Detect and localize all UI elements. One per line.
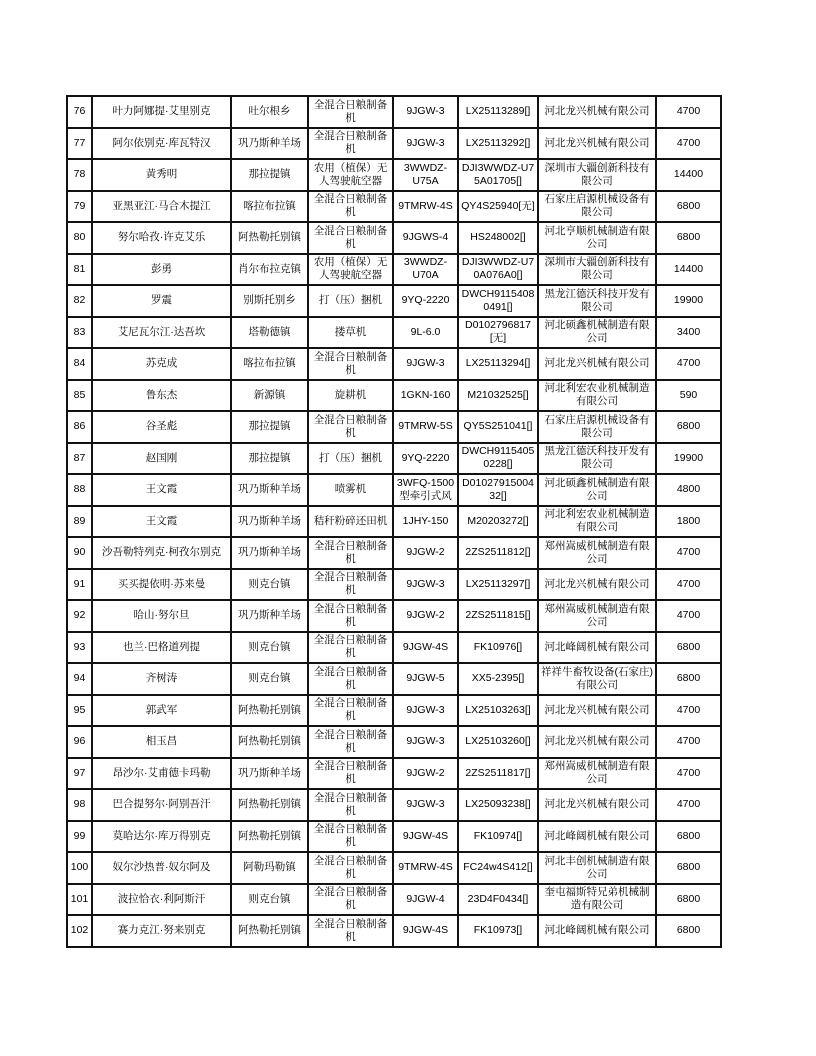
- cell-no: 94: [67, 663, 92, 695]
- cell-type: 旋耕机: [308, 380, 393, 412]
- cell-town: 喀拉布拉镇: [231, 191, 308, 223]
- cell-company: 河北硕鑫机械制造有限公司: [538, 474, 656, 506]
- cell-serial: 2ZS2511817[]: [458, 758, 538, 790]
- cell-price: 4700: [656, 789, 721, 821]
- cell-company: 河北峰阔机械有限公司: [538, 915, 656, 947]
- cell-serial: XX5-2395[]: [458, 663, 538, 695]
- cell-name: 相玉昌: [92, 726, 231, 758]
- cell-name: 沙吾勒特列克·柯孜尔别克: [92, 537, 231, 569]
- table-row: [67, 884, 721, 916]
- table-row: [67, 758, 721, 790]
- cell-company: 祥祥牛畜牧设备(石家庄)有限公司: [538, 663, 656, 695]
- cell-name: 郭武军: [92, 695, 231, 727]
- cell-name: 王文霞: [92, 474, 231, 506]
- cell-price: 4800: [656, 474, 721, 506]
- cell-price: 6800: [656, 411, 721, 443]
- cell-no: 82: [67, 285, 92, 317]
- cell-price: 6800: [656, 915, 721, 947]
- cell-company: 河北峰阔机械有限公司: [538, 632, 656, 664]
- cell-town: 则克台镇: [231, 663, 308, 695]
- table-row: [67, 348, 721, 380]
- cell-model: 9JGW-4S: [393, 821, 458, 853]
- cell-name: 波拉恰衣·利阿斯汗: [92, 884, 231, 916]
- cell-price: 590: [656, 380, 721, 412]
- cell-town: 巩乃斯种羊场: [231, 758, 308, 790]
- cell-price: 4700: [656, 758, 721, 790]
- cell-no: 87: [67, 443, 92, 475]
- cell-serial: LX25093238[]: [458, 789, 538, 821]
- cell-name: 哈山·努尔旦: [92, 600, 231, 632]
- table-row: [67, 506, 721, 538]
- cell-serial: LX25103260[]: [458, 726, 538, 758]
- cell-name: 罗震: [92, 285, 231, 317]
- cell-town: 巩乃斯种羊场: [231, 474, 308, 506]
- cell-name: 昂沙尔·艾甫德卡玛勒: [92, 758, 231, 790]
- cell-type: 全混合日粮制备机: [308, 569, 393, 601]
- cell-price: 4700: [656, 600, 721, 632]
- cell-serial: 2ZS2511815[]: [458, 600, 538, 632]
- cell-serial: DJI3WWDZ-U70A076A0[]: [458, 254, 538, 286]
- cell-company: 河北龙兴机械有限公司: [538, 348, 656, 380]
- cell-no: 95: [67, 695, 92, 727]
- cell-type: 农用（植保）无人驾驶航空器: [308, 254, 393, 286]
- cell-serial: LX25113292[]: [458, 128, 538, 160]
- cell-company: 石家庄启源机械设备有限公司: [538, 191, 656, 223]
- cell-no: 83: [67, 317, 92, 349]
- cell-no: 80: [67, 222, 92, 254]
- cell-company: 黑龙江德沃科技开发有限公司: [538, 443, 656, 475]
- cell-price: 14400: [656, 159, 721, 191]
- cell-serial: FK10973[]: [458, 915, 538, 947]
- cell-name: 也兰·巴格道列提: [92, 632, 231, 664]
- cell-name: 奴尔沙热普·奴尔阿及: [92, 852, 231, 884]
- table-row: [67, 474, 721, 506]
- cell-name: 赛力克江·努来别克: [92, 915, 231, 947]
- cell-no: 100: [67, 852, 92, 884]
- cell-serial: LX25113294[]: [458, 348, 538, 380]
- cell-no: 93: [67, 632, 92, 664]
- cell-model: 9JGW-3: [393, 789, 458, 821]
- cell-price: 6800: [656, 191, 721, 223]
- table-row: [67, 789, 721, 821]
- cell-no: 78: [67, 159, 92, 191]
- table-row: [67, 128, 721, 160]
- cell-serial: DWCH91154050228[]: [458, 443, 538, 475]
- table-row: [67, 317, 721, 349]
- cell-model: 9TMRW-4S: [393, 852, 458, 884]
- cell-town: 肖尔布拉克镇: [231, 254, 308, 286]
- cell-name: 彭勇: [92, 254, 231, 286]
- cell-no: 99: [67, 821, 92, 853]
- cell-type: 全混合日粮制备机: [308, 821, 393, 853]
- cell-type: 全混合日粮制备机: [308, 411, 393, 443]
- cell-price: 4700: [656, 96, 721, 128]
- cell-model: 9TMRW-4S: [393, 191, 458, 223]
- cell-town: 巩乃斯种羊场: [231, 506, 308, 538]
- cell-no: 98: [67, 789, 92, 821]
- cell-name: 苏克成: [92, 348, 231, 380]
- cell-serial: 23D4F0434[]: [458, 884, 538, 916]
- cell-company: 河北利宏农业机械制造有限公司: [538, 380, 656, 412]
- cell-no: 84: [67, 348, 92, 380]
- cell-model: 9JGW-5: [393, 663, 458, 695]
- cell-town: 则克台镇: [231, 884, 308, 916]
- cell-type: 全混合日粮制备机: [308, 758, 393, 790]
- table-row: [67, 254, 721, 286]
- cell-town: 那拉提镇: [231, 159, 308, 191]
- cell-price: 6800: [656, 852, 721, 884]
- table-row: [67, 852, 721, 884]
- cell-company: 石家庄启源机械设备有限公司: [538, 411, 656, 443]
- cell-model: 9JGW-2: [393, 537, 458, 569]
- cell-company: 河北硕鑫机械制造有限公司: [538, 317, 656, 349]
- cell-model: 9JGW-3: [393, 569, 458, 601]
- cell-model: 9JGW-4S: [393, 915, 458, 947]
- cell-no: 76: [67, 96, 92, 128]
- cell-type: 全混合日粮制备机: [308, 915, 393, 947]
- cell-name: 齐树涛: [92, 663, 231, 695]
- cell-company: 郑州嵩威机械制造有限公司: [538, 600, 656, 632]
- cell-name: 亚黑亚江·马合木提江: [92, 191, 231, 223]
- cell-model: 9JGW-3: [393, 695, 458, 727]
- table-row: [67, 632, 721, 664]
- cell-name: 谷圣彪: [92, 411, 231, 443]
- cell-no: 91: [67, 569, 92, 601]
- cell-type: 搂草机: [308, 317, 393, 349]
- cell-company: 河北利宏农业机械制造有限公司: [538, 506, 656, 538]
- cell-model: 9JGW-2: [393, 600, 458, 632]
- cell-price: 4700: [656, 128, 721, 160]
- cell-no: 97: [67, 758, 92, 790]
- cell-model: 9JGW-4: [393, 884, 458, 916]
- cell-model: 3WWDZ-U75A: [393, 159, 458, 191]
- cell-no: 86: [67, 411, 92, 443]
- cell-serial: QY5S251041[]: [458, 411, 538, 443]
- table-row: [67, 663, 721, 695]
- table-row: [67, 726, 721, 758]
- cell-no: 92: [67, 600, 92, 632]
- cell-serial: LX25113297[]: [458, 569, 538, 601]
- table-row: [67, 569, 721, 601]
- cell-town: 吐尔根乡: [231, 96, 308, 128]
- cell-company: 黑龙江德沃科技开发有限公司: [538, 285, 656, 317]
- cell-price: 14400: [656, 254, 721, 286]
- cell-serial: 2ZS2511812[]: [458, 537, 538, 569]
- cell-serial: FK10974[]: [458, 821, 538, 853]
- cell-type: 全混合日粮制备机: [308, 600, 393, 632]
- cell-price: 4700: [656, 537, 721, 569]
- table-row: [67, 821, 721, 853]
- cell-name: 艾尼瓦尔江·达吾坎: [92, 317, 231, 349]
- cell-model: 9YQ-2220: [393, 285, 458, 317]
- cell-no: 85: [67, 380, 92, 412]
- cell-type: 全混合日粮制备机: [308, 537, 393, 569]
- cell-model: 3WFQ-1500型牵引式风: [393, 474, 458, 506]
- cell-no: 81: [67, 254, 92, 286]
- cell-company: 郑州嵩威机械制造有限公司: [538, 758, 656, 790]
- cell-company: 深圳市大疆创新科技有限公司: [538, 159, 656, 191]
- cell-town: 巩乃斯种羊场: [231, 128, 308, 160]
- cell-model: 3WWDZ-U70A: [393, 254, 458, 286]
- cell-no: 77: [67, 128, 92, 160]
- cell-type: 全混合日粮制备机: [308, 789, 393, 821]
- cell-serial: D0102791500432[]: [458, 474, 538, 506]
- cell-town: 喀拉布拉镇: [231, 348, 308, 380]
- cell-town: 阿热勒托别镇: [231, 222, 308, 254]
- cell-type: 全混合日粮制备机: [308, 348, 393, 380]
- cell-no: 89: [67, 506, 92, 538]
- cell-company: 河北亨顺机械制造有限公司: [538, 222, 656, 254]
- cell-type: 全混合日粮制备机: [308, 222, 393, 254]
- cell-town: 巩乃斯种羊场: [231, 537, 308, 569]
- cell-type: 全混合日粮制备机: [308, 726, 393, 758]
- cell-price: 19900: [656, 443, 721, 475]
- cell-price: 4700: [656, 695, 721, 727]
- table-row: [67, 915, 721, 947]
- cell-serial: LX25103263[]: [458, 695, 538, 727]
- cell-no: 90: [67, 537, 92, 569]
- cell-type: 喷雾机: [308, 474, 393, 506]
- cell-name: 阿尔依别克·库瓦特汉: [92, 128, 231, 160]
- cell-town: 阿热勒托别镇: [231, 695, 308, 727]
- table-row: [67, 600, 721, 632]
- cell-company: 河北丰创机械制造有限公司: [538, 852, 656, 884]
- cell-price: 4700: [656, 726, 721, 758]
- cell-serial: M21032525[]: [458, 380, 538, 412]
- cell-price: 3400: [656, 317, 721, 349]
- cell-serial: DJI3WWDZ-U75A01705[]: [458, 159, 538, 191]
- cell-no: 96: [67, 726, 92, 758]
- cell-price: 1800: [656, 506, 721, 538]
- table-row: [67, 159, 721, 191]
- cell-model: 1GKN-160: [393, 380, 458, 412]
- cell-name: 王文霞: [92, 506, 231, 538]
- cell-price: 6800: [656, 821, 721, 853]
- machinery-subsidy-table: [66, 95, 722, 948]
- cell-town: 新源镇: [231, 380, 308, 412]
- table-row: [67, 285, 721, 317]
- cell-name: 努尔哈孜·许克艾乐: [92, 222, 231, 254]
- cell-model: 9JGWS-4: [393, 222, 458, 254]
- cell-town: 塔勒德镇: [231, 317, 308, 349]
- table-row: [67, 443, 721, 475]
- cell-model: 1JHY-150: [393, 506, 458, 538]
- table-row: [67, 191, 721, 223]
- cell-price: 19900: [656, 285, 721, 317]
- cell-type: 全混合日粮制备机: [308, 663, 393, 695]
- cell-type: 全混合日粮制备机: [308, 884, 393, 916]
- cell-town: 阿勒玛勒镇: [231, 852, 308, 884]
- cell-type: 秸秆粉碎还田机: [308, 506, 393, 538]
- cell-company: 河北龙兴机械有限公司: [538, 128, 656, 160]
- cell-serial: LX25113289[]: [458, 96, 538, 128]
- cell-price: 6800: [656, 884, 721, 916]
- cell-model: 9JGW-4S: [393, 632, 458, 664]
- table-row: [67, 537, 721, 569]
- cell-serial: D0102796817[无]: [458, 317, 538, 349]
- cell-type: 全混合日粮制备机: [308, 128, 393, 160]
- cell-serial: FK10976[]: [458, 632, 538, 664]
- cell-company: 河北峰阔机械有限公司: [538, 821, 656, 853]
- cell-model: 9YQ-2220: [393, 443, 458, 475]
- cell-name: 莫哈达尔·库万得别克: [92, 821, 231, 853]
- cell-name: 巴合提努尔·阿别吾汗: [92, 789, 231, 821]
- cell-company: 河北龙兴机械有限公司: [538, 695, 656, 727]
- cell-price: 6800: [656, 632, 721, 664]
- table-row: [67, 411, 721, 443]
- cell-type: 全混合日粮制备机: [308, 852, 393, 884]
- cell-company: 郑州嵩威机械制造有限公司: [538, 537, 656, 569]
- cell-company: 河北龙兴机械有限公司: [538, 726, 656, 758]
- cell-serial: M20203272[]: [458, 506, 538, 538]
- cell-town: 阿热勒托别镇: [231, 726, 308, 758]
- cell-type: 全混合日粮制备机: [308, 632, 393, 664]
- table-row: [67, 96, 721, 128]
- cell-town: 别斯托别乡: [231, 285, 308, 317]
- cell-town: 则克台镇: [231, 569, 308, 601]
- cell-town: 则克台镇: [231, 632, 308, 664]
- cell-price: 6800: [656, 222, 721, 254]
- cell-serial: QY4S25940[无]: [458, 191, 538, 223]
- cell-town: 阿热勒托别镇: [231, 821, 308, 853]
- cell-serial: FC24w4S412[]: [458, 852, 538, 884]
- cell-model: 9JGW-3: [393, 96, 458, 128]
- cell-town: 那拉提镇: [231, 443, 308, 475]
- cell-serial: DWCH91154080491[]: [458, 285, 538, 317]
- cell-name: 赵国刚: [92, 443, 231, 475]
- cell-price: 4700: [656, 569, 721, 601]
- cell-town: 阿热勒托别镇: [231, 915, 308, 947]
- cell-type: 全混合日粮制备机: [308, 96, 393, 128]
- cell-town: 那拉提镇: [231, 411, 308, 443]
- cell-model: 9JGW-3: [393, 726, 458, 758]
- cell-model: 9JGW-3: [393, 348, 458, 380]
- cell-model: 9TMRW-5S: [393, 411, 458, 443]
- cell-name: 黄秀明: [92, 159, 231, 191]
- table-row: [67, 380, 721, 412]
- cell-price: 4700: [656, 348, 721, 380]
- cell-town: 巩乃斯种羊场: [231, 600, 308, 632]
- cell-no: 79: [67, 191, 92, 223]
- cell-model: 9JGW-3: [393, 128, 458, 160]
- cell-name: 叶力阿娜提·艾里别克: [92, 96, 231, 128]
- cell-name: 鲁东杰: [92, 380, 231, 412]
- cell-no: 101: [67, 884, 92, 916]
- cell-model: 9JGW-2: [393, 758, 458, 790]
- cell-company: 河北龙兴机械有限公司: [538, 96, 656, 128]
- cell-model: 9L-6.0: [393, 317, 458, 349]
- cell-name: 买买提依明·苏来曼: [92, 569, 231, 601]
- cell-company: 河北龙兴机械有限公司: [538, 569, 656, 601]
- table-row: [67, 222, 721, 254]
- cell-serial: HS248002[]: [458, 222, 538, 254]
- table-body: [67, 96, 721, 947]
- cell-company: 奎屯福斯特兄弟机械制造有限公司: [538, 884, 656, 916]
- cell-type: 打（压）捆机: [308, 443, 393, 475]
- cell-town: 阿热勒托别镇: [231, 789, 308, 821]
- cell-no: 88: [67, 474, 92, 506]
- cell-type: 打（压）捆机: [308, 285, 393, 317]
- cell-type: 全混合日粮制备机: [308, 695, 393, 727]
- cell-type: 农用（植保）无人驾驶航空器: [308, 159, 393, 191]
- cell-type: 全混合日粮制备机: [308, 191, 393, 223]
- cell-price: 6800: [656, 663, 721, 695]
- cell-company: 河北龙兴机械有限公司: [538, 789, 656, 821]
- cell-no: 102: [67, 915, 92, 947]
- table-row: [67, 695, 721, 727]
- cell-company: 深圳市大疆创新科技有限公司: [538, 254, 656, 286]
